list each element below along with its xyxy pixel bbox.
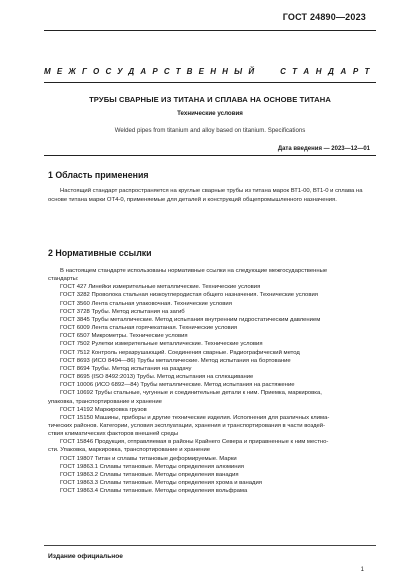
reference-item-10692: ГОСТ 10692 Трубы стальные, чугунные и соединительные детали к ним. Приемка, маркировка, bbox=[60, 390, 322, 397]
official-edition-label: Издание официальное bbox=[48, 553, 123, 560]
banner-word-standard: СТАНДАРТ bbox=[280, 67, 376, 76]
reference-item: ГОСТ 3560 Лента стальная упаковочная. Технические условия bbox=[60, 300, 232, 307]
section1-text bbox=[48, 187, 374, 204]
reference-item: ГОСТ 7502 Рулетки измерительные металлические. Технические условия bbox=[60, 341, 263, 348]
reference-item: ГОСТ 7512 Контроль неразрушающий. Соединения сварные. Радиографический метод bbox=[60, 349, 300, 356]
reference-item: ГОСТ 3845 Трубы металлические. Метод испытания внутренним гидростатическим давлением bbox=[60, 316, 321, 323]
standard-code: ГОСТ 24890—2023 bbox=[282, 12, 366, 22]
reference-item: ГОСТ 6009 Лента стальная горячекатаная. Технические условия bbox=[60, 325, 238, 332]
banner-rule bbox=[44, 82, 376, 83]
reference-item: ГОСТ 19863.4 Сплавы титановые. Методы определения вольфрама bbox=[60, 488, 248, 495]
reference-item-15846-cont: сти. Упаковка, маркировка, транспортирование и хранение bbox=[48, 447, 211, 454]
section2-intro-line: стандарты: bbox=[48, 276, 79, 283]
section1-paragraph: Настоящий стандарт распространяется на круглые сварные трубы из титана марок ВТ1-00, ВТ1-0 и сплава на основе титана марки ОТ4-0, применяемые для деталей и конструкций общепромышленного назначения. bbox=[48, 188, 363, 203]
reference-item: ГОСТ 19863.1 Сплавы титановые. Методы определения алюминия bbox=[60, 463, 244, 470]
reference-item: ГОСТ 19863.2 Сплавы титановые. Методы определения ванадия bbox=[60, 471, 239, 478]
interstate-standard-banner bbox=[44, 67, 376, 76]
section2-heading: 2 Нормативные ссылки bbox=[48, 248, 152, 258]
section2-intro-line: В настоящем стандарте использованы нормативные ссылки на следующие межгосударственные bbox=[60, 268, 328, 274]
reference-item: ГОСТ 3728 Трубы. Метод испытания на загиб bbox=[60, 308, 185, 315]
date-rule bbox=[44, 155, 376, 156]
header-rule bbox=[44, 30, 376, 31]
document-title: ТРУБЫ СВАРНЫЕ ИЗ ТИТАНА И СПЛАВА НА ОСНОВЕ ТИТАНА bbox=[89, 95, 331, 104]
banner-word-interstate: МЕЖГОСУДАРСТВЕННЫЙ bbox=[44, 67, 261, 76]
document-subtitle: Технические условия bbox=[177, 110, 243, 117]
reference-item-15150-cont: ствия климатических факторов внешней среды bbox=[48, 431, 179, 438]
footer-rule bbox=[44, 545, 376, 546]
reference-item-10692-cont: упаковка, транспортирование и хранение bbox=[48, 398, 162, 405]
reference-item: ГОСТ 8695 (ISO 8492:2013) Трубы. Метод испытания на сплющивание bbox=[60, 374, 254, 381]
section1-heading: 1 Область применения bbox=[48, 170, 149, 180]
reference-item: ГОСТ 19863.3 Сплавы титановые. Методы определения хрома и ванадия bbox=[60, 480, 262, 487]
reference-item-15150-cont: тических районов. Категории, условия эксплуатации, хранения и транспортирования в части воздей- bbox=[48, 422, 326, 429]
normative-references-list bbox=[48, 267, 374, 495]
reference-item-14192: ГОСТ 14192 Маркировка грузов bbox=[60, 406, 147, 413]
reference-item: ГОСТ 3282 Проволока стальная низкоуглеродистая общего назначения. Технические условия bbox=[60, 292, 318, 299]
introduction-date: Дата введения — 2023—12—01 bbox=[277, 146, 370, 152]
reference-item: ГОСТ 8694 Трубы. Метод испытания на раздачу bbox=[60, 365, 192, 372]
reference-item-15846: ГОСТ 15846 Продукция, отправляемая в районы Крайнего Севера и приравненные к ним местно- bbox=[60, 439, 329, 446]
page-number: 1 bbox=[360, 567, 364, 573]
reference-item: ГОСТ 10006 (ИСО 6892—84) Трубы металлические. Метод испытания на растяжение bbox=[60, 382, 295, 389]
reference-item-15150: ГОСТ 15150 Машины, приборы и другие технические изделия. Исполнения для различных клима- bbox=[60, 414, 330, 421]
reference-item: ГОСТ 427 Линейки измерительные металлические. Технические условия bbox=[60, 284, 261, 291]
reference-item: ГОСТ 8693 (ИСО 8494—86) Трубы металлические. Метод испытания на бортование bbox=[60, 357, 291, 364]
english-title: Welded pipes from titanium and alloy based on titanium. Specifications bbox=[114, 127, 306, 134]
reference-item: ГОСТ 6507 Микрометры. Технические условия bbox=[60, 333, 188, 340]
reference-item: ГОСТ 19807 Титан и сплавы титановые деформируемые. Марки bbox=[60, 455, 237, 462]
